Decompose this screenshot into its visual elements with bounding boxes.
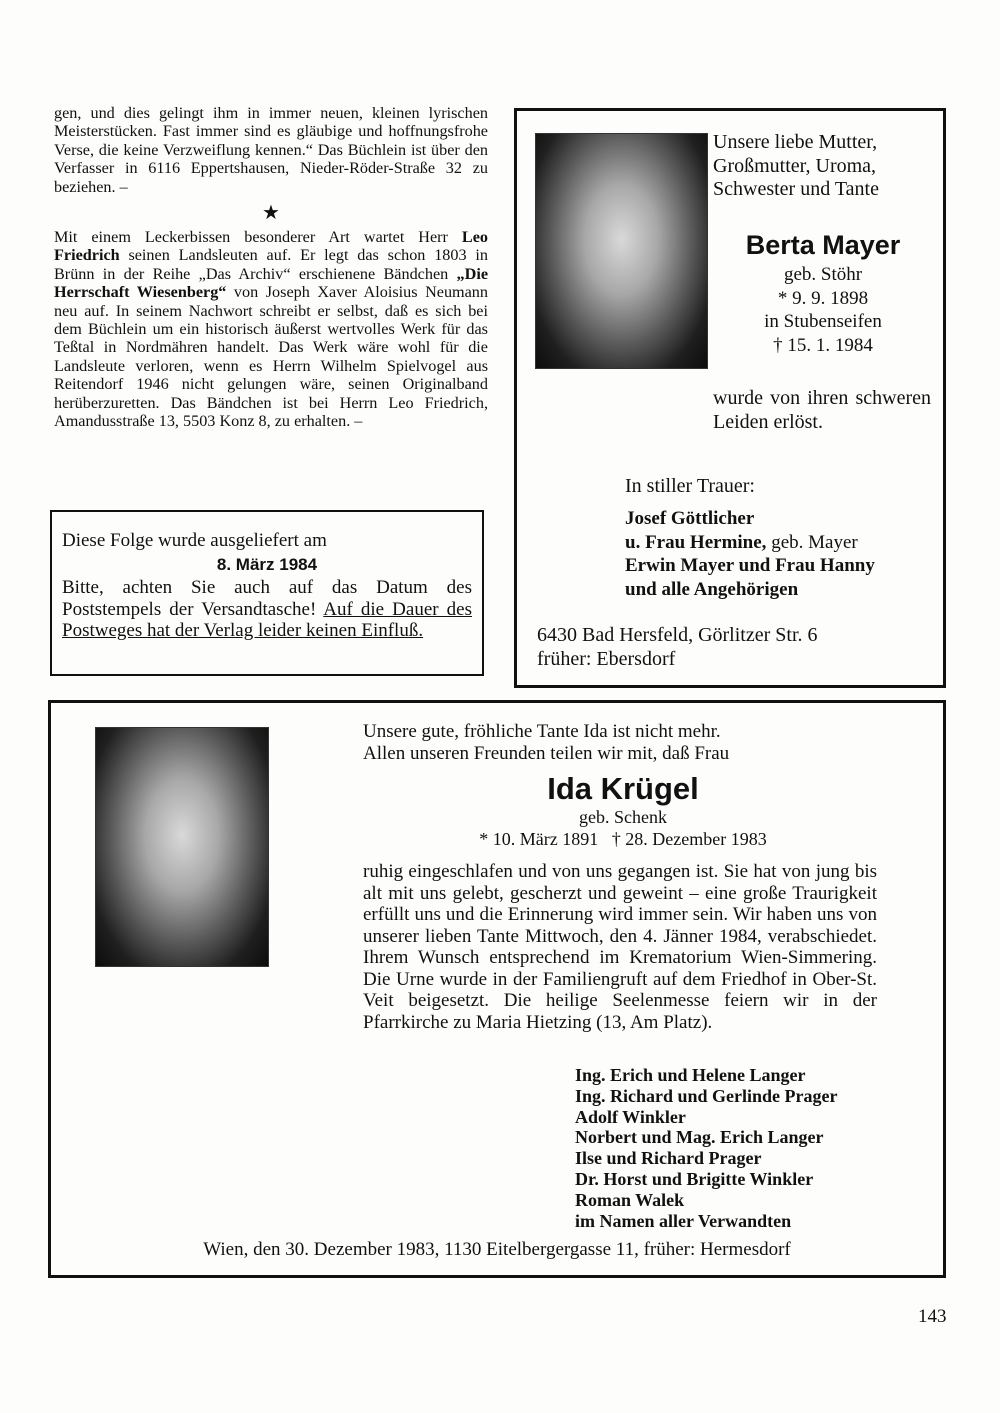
- article-paragraph-2: [54, 228, 488, 430]
- mourners-list: [575, 1065, 915, 1231]
- article-paragraph-1: gen, und dies gelingt ihm in immer neuen, kleinen lyrischen Meisterstücken. Fast immer sind es gläubige und hoffnungsfrohe Verse, die keine Verzweiflung kennen.“ Das Büchlein ist über den Verfasser in 6116 Eppertshausen, Nieder-Röder-Straße 32 zu beziehen. –: [54, 104, 488, 196]
- mourning-label: In stiller Trauer:: [625, 475, 755, 497]
- maiden-name: geb. Stöhr: [783, 264, 863, 285]
- family-address: [537, 624, 937, 671]
- death-date: † 15. 1. 1984: [773, 334, 873, 356]
- mourner-line: [625, 531, 935, 555]
- star-separator-icon: ★: [262, 202, 280, 225]
- mourner-line: Josef Göttlicher: [625, 508, 755, 529]
- mourner-line: Dr. Horst und Brigitte Winkler: [575, 1168, 814, 1189]
- birth-date: * 9. 9. 1898: [777, 287, 869, 309]
- delivery-notice-content: [62, 530, 472, 642]
- life-dates: [363, 807, 883, 850]
- page-number: 143: [918, 1306, 947, 1327]
- portrait-photo-ida: [95, 727, 269, 967]
- mourner-line-normal: geb. Mayer: [766, 531, 858, 553]
- mourner-line: Ilse und Richard Prager: [575, 1148, 762, 1169]
- address-line-former: früher: Ebersdorf: [537, 647, 676, 670]
- article-p2-text-a: Mit einem Leckerbissen besonderer Art wartet Herr: [54, 228, 462, 247]
- obituary-body: ruhig eingeschlafen und von uns gegangen ist. Sie hat von jung bis alt mit uns gelebt, gescherzt und geweint – eine große Traurigkeit erfüllt uns und die Erinnerung wird immer sein. Wir haben uns von unserer lieben Tante Mittwoch, den 4. Jänner 1984, verabschiedet. Ihrem Wunsch entsprechend im Krematorium Wien-Simmering. Die Urne wurde in der Familiengruft auf dem Friedhof in Ober-St. Veit beigesetzt. Die heilige Seelenmesse feiern wir in der Pfarrkirche zu Maria Hietzing (13, Am Platz).: [363, 861, 877, 1033]
- mourner-line: und alle Angehörigen: [625, 578, 799, 600]
- delivery-notice-text-a: Bitte, achten Sie auch auf das Datum des Poststempels der Versandtasche!: [62, 577, 472, 620]
- article-person-name: Leo Friedrich: [54, 228, 488, 265]
- obituary-footer: Wien, den 30. Dezember 1983, 1130 Eitelbergergasse 11, früher: Hermesdorf: [203, 1239, 791, 1260]
- mourner-line-bold: u. Frau Hermine,: [625, 531, 767, 553]
- life-dates: [713, 263, 933, 357]
- mourner-line: Norbert und Mag. Erich Langer: [575, 1127, 824, 1148]
- mourner-line: Erwin Mayer und Frau Hanny: [625, 555, 875, 576]
- obituary-berta-mayer: [514, 108, 946, 688]
- obituary-ida-kruegel: [48, 700, 946, 1278]
- delivery-notice-line: Diese Folge wurde ausgeliefert am: [62, 530, 327, 551]
- obituary-statement: wurde von ihren schweren Leiden erlöst.: [713, 387, 931, 433]
- birth-place: in Stubenseifen: [764, 311, 882, 332]
- mourners-list: [625, 507, 935, 601]
- intro-line: Unsere gute, fröhliche Tante Ida ist nicht mehr.: [363, 721, 721, 742]
- intro-line: Allen unseren Freunden teilen wir mit, daß Frau: [363, 742, 730, 764]
- obituary-intro: Unsere liebe Mutter, Großmutter, Uroma, Schwester und Tante: [713, 131, 879, 200]
- article-p2-text-c: von Joseph Xaver Aloisius Neumann neu auf. In seinem Nachwort schreibt er selbst, daß es sich bei dem Büchlein um ein historisch äußerst wertvolles Werk für das Teßtal in Nordmähren handelt. Das Werk wäre wohl für die Landsleute verloren, wenn es Herrn Wilhelm Spielvogel aus Reitendorf 1946 nicht gelungen wäre, seinen Originalband herüberzuretten. Das Bändchen ist bei Herrn Leo Friedrich, Amandusstraße 13, 5503 Konz 8, zu erhalten. –: [54, 283, 488, 431]
- mourner-line: Ing. Erich und Helene Langer: [575, 1065, 806, 1085]
- mourner-line: Adolf Winkler: [575, 1106, 686, 1127]
- deceased-name: Berta Mayer: [745, 230, 901, 260]
- article-column: [54, 104, 488, 431]
- obituary-intro: [363, 721, 883, 764]
- birth-death-dates: * 10. März 1891 † 28. Dezember 1983: [479, 828, 767, 849]
- portrait-photo-berta: [535, 133, 708, 369]
- delivery-date: 8. März 1984: [216, 554, 318, 574]
- maiden-name: geb. Schenk: [579, 807, 667, 827]
- delivery-notice-text: [62, 577, 472, 642]
- mourner-line: Ing. Richard und Gerlinde Prager: [575, 1085, 838, 1106]
- article-p2-text-b: seinen Landsleuten auf. Er legt das schon 1803 in Brünn in der Reihe „Das Archiv“ erschienene Bändchen: [54, 246, 488, 283]
- deceased-name: Ida Krügel: [547, 771, 699, 806]
- delivery-notice-box: [50, 510, 484, 676]
- delivery-notice-underlined: Auf die Dauer des Postweges hat der Verlag leider keinen Einfluß.: [62, 598, 472, 641]
- mourner-line: im Namen aller Verwandten: [575, 1210, 792, 1231]
- mourner-line: Roman Walek: [575, 1189, 685, 1210]
- article-book-title: „Die Herrschaft Wiesenberg“: [54, 264, 488, 302]
- address-line: 6430 Bad Hersfeld, Görlitzer Str. 6: [537, 624, 818, 646]
